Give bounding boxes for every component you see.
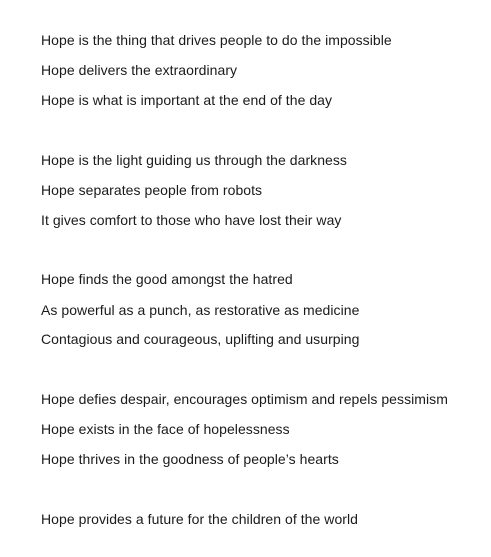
poem-line: It gives comfort to those who have lost their way	[41, 212, 342, 228]
poem-line: Hope thrives in the goodness of people’s hearts	[41, 451, 339, 467]
poem-line: Hope exists in the face of hopelessness	[41, 421, 290, 437]
poem-line: Hope defies despair, encourages optimism and repels pessimism	[41, 391, 448, 407]
poem-line: Hope finds the good amongst the hatred	[41, 271, 293, 287]
poem-line: Hope is what is important at the end of the day	[41, 92, 333, 108]
poem-line: Hope separates people from robots	[41, 182, 263, 198]
poem-line: Hope is the light guiding us through the darkness	[41, 152, 347, 168]
poem-line: Hope delivers the extraordinary	[41, 62, 238, 78]
poem-line: Contagious and courageous, uplifting and usurping	[41, 331, 360, 347]
poem-line: Hope provides a future for the children of the world	[41, 511, 358, 527]
poem-line: Hope is the thing that drives people to do the impossible	[41, 32, 392, 48]
poem-line: As powerful as a punch, as restorative as medicine	[41, 302, 360, 318]
